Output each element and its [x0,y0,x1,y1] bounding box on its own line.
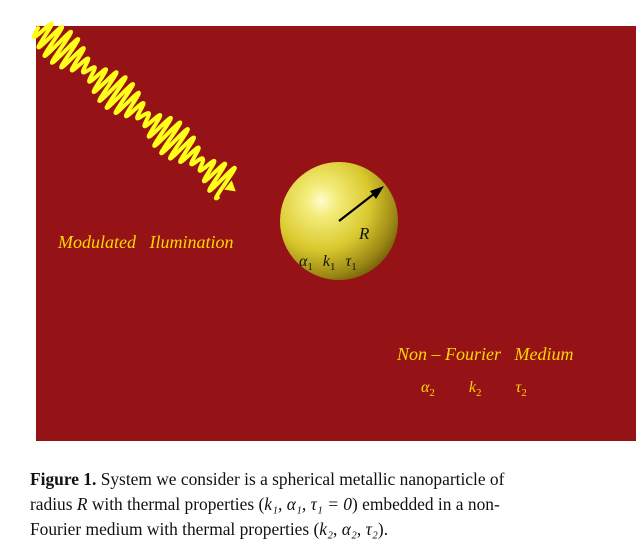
caption-line3-pre: Fourier medium with thermal properties ( [30,519,320,539]
caption-label: Figure 1. [30,469,97,489]
medium-properties: $\alpha_2$ $k_2$ $\tau_2$ [421,379,527,399]
caption-radius-symbol: R [76,494,88,514]
caption-particle-props: k₁, α₁, τ₁ = 0 [264,494,352,514]
illumination-label: Modulated Ilumination [58,232,234,252]
particle-properties: $\alpha_1$ $k_1$ $\tau_1$ [299,253,357,273]
radius-label: R [359,224,370,243]
caption-line3-end: ). [377,519,389,539]
figure-caption [30,467,628,542]
medium-label: Non – Fourier Medium [397,344,574,364]
caption-line2-post: with thermal properties ( [87,494,265,514]
caption-medium-props: k₂, α₂, τ₂ [319,519,378,539]
caption-line2-end: ) embedded in a non- [351,494,500,514]
modulated-illumination-wave [34,23,235,198]
caption-line1: System we consider is a spherical metallic nanoparticle of [96,469,505,489]
caption-line2-pre: radius [30,494,77,514]
